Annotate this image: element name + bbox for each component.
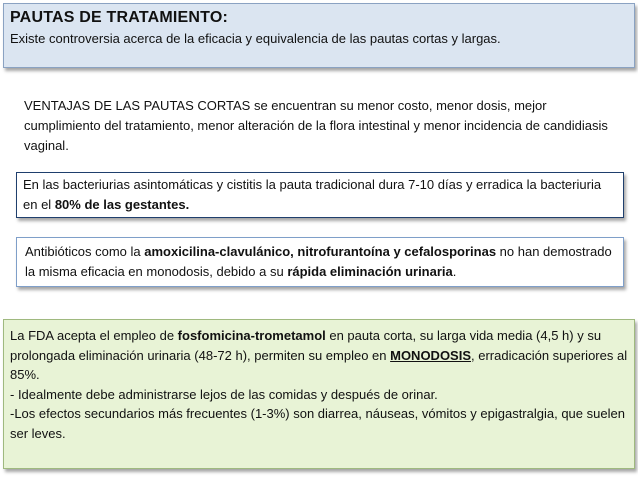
fda-monodosis: MONODOSIS: [390, 347, 472, 363]
fda-text-3: , erradicación superiores al 85%.: [10, 347, 628, 382]
antibioticos-box: [16, 237, 624, 287]
bacteriurias-text: En las bacteriurias asintomáticas y cistitis la pauta tradicional dura 7-10 días y erradica la bacteriuria en el: [23, 177, 602, 212]
ventajas-paragraph: [20, 96, 620, 158]
fda-box: [3, 319, 635, 469]
fda-text-1: La FDA acepta el empleo de: [10, 328, 178, 343]
ventajas-text: VENTAJAS DE LAS PAUTAS CORTAS se encuentran su menor costo, menor dosis, mejor cumplimiento del tratamiento, menor alteración de la flora intestinal y menor incidencia de candidiasis vaginal.: [24, 98, 608, 153]
page-subtitle: Existe controversia acerca de la eficacia y equivalencia de las pautas cortas y largas.: [10, 31, 501, 46]
page-title: PAUTAS DE TRATAMIENTO:: [10, 9, 229, 26]
header-box: [3, 3, 635, 68]
fda-text-2: en pauta corta, su larga vida media (4,5 h) y su prolongada eliminación urinaria (48-72 h), permiten su empleo en: [10, 328, 602, 363]
antibioticos-elimination: rápida eliminación urinaria: [287, 264, 453, 279]
bacteriurias-box: [16, 172, 624, 218]
antibioticos-text-2: no han demostrado la misma eficacia en monodosis, debido a su: [25, 244, 612, 279]
antibioticos-text-3: .: [452, 264, 457, 279]
bacteriurias-highlight: 80% de las gestantes.: [54, 197, 190, 212]
fda-line-3: -Los efectos secundarios más frecuentes (1-3%) son diarrea, náuseas, vómitos y epigastralgia, que suelen ser leves.: [10, 406, 625, 441]
antibioticos-drugs: amoxicilina-clavulánico, nitrofurantoína y cefalosporinas: [144, 244, 497, 259]
antibioticos-text-1: Antibióticos como la: [25, 244, 145, 259]
fda-line-2: - Idealmente debe administrarse lejos de las comidas y después de orinar.: [10, 386, 438, 402]
fda-paragraph-1: [10, 326, 628, 385]
fda-drug: fosfomicina-trometamol: [177, 328, 326, 343]
